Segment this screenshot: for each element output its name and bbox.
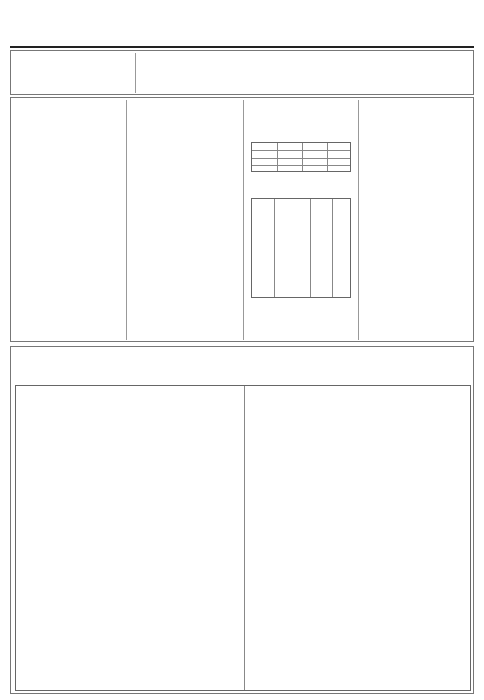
bottom-announcement	[10, 346, 474, 694]
top-announcement	[10, 50, 474, 95]
middle-articles	[10, 97, 474, 342]
masthead	[10, 6, 474, 46]
personnel-table	[251, 198, 351, 298]
amendment-table	[15, 385, 471, 691]
column-rule	[126, 100, 127, 340]
fee-table	[251, 142, 351, 172]
masthead-rule	[10, 46, 474, 48]
column-rule	[135, 53, 136, 93]
column-rule	[358, 100, 359, 340]
column-rule	[243, 100, 244, 340]
